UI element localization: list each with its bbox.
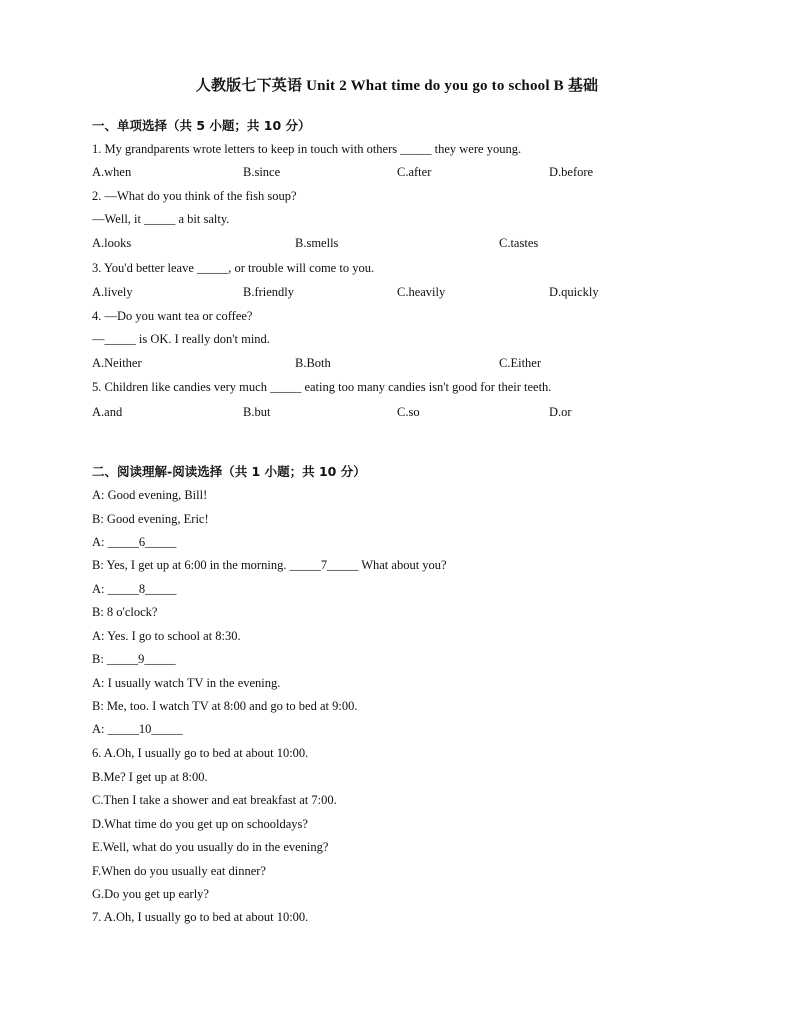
section-heading-reading: 二、阅读理解-阅读选择（共 1 小题；共 10 分）	[92, 464, 366, 479]
question-stem: 1. My grandparents wrote letters to keep in touch with others _____ they were young.	[92, 142, 522, 156]
dialogue-line: B: Good evening, Eric!	[92, 512, 209, 526]
question-stem-line: —Well, it _____ a bit salty.	[92, 212, 230, 226]
dialogue-line: B: Me, too. I watch TV at 8:00 and go to bed at 9:00.	[92, 699, 358, 713]
option-a: A.and	[92, 405, 123, 419]
option-b: B.since	[243, 165, 281, 179]
dialogue-line: A: Good evening, Bill!	[92, 488, 208, 502]
option-b: B.Both	[295, 356, 331, 370]
dialogue-line: B: 8 o'clock?	[92, 605, 158, 619]
page-title: 人教版七下英语 Unit 2 What time do you go to school B 基础	[195, 78, 599, 94]
answer-option: 7. A.Oh, I usually go to bed at about 10:00.	[92, 910, 309, 924]
question-stem: 3. You'd better leave _____, or trouble will come to you.	[92, 261, 375, 275]
dialogue-line: A: I usually watch TV in the evening.	[92, 676, 281, 690]
question-stem: 2. —What do you think of the fish soup?	[92, 189, 297, 203]
question-stem: 5. Children like candies very much _____ eating too many candies isn't good for their teeth.	[92, 380, 552, 394]
dialogue-line: B: _____9_____	[92, 652, 176, 666]
option-d: D.before	[549, 165, 594, 179]
option-a: A.when	[92, 165, 132, 179]
option-c: C.Either	[499, 356, 542, 370]
question-stem: 4. —Do you want tea or coffee?	[92, 309, 253, 323]
option-c: C.after	[397, 165, 432, 179]
dialogue-line: A: _____8_____	[92, 582, 177, 596]
option-d: D.or	[549, 405, 572, 419]
answer-option: D.What time do you get up on schooldays?	[92, 817, 308, 831]
option-a: A.Neither	[92, 356, 142, 370]
option-c: C.tastes	[499, 236, 539, 250]
option-b: B.smells	[295, 236, 339, 250]
option-c: C.so	[397, 405, 420, 419]
answer-option: C.Then I take a shower and eat breakfast at 7:00.	[92, 793, 337, 807]
option-b: B.friendly	[243, 285, 295, 299]
option-d: D.quickly	[549, 285, 599, 299]
dialogue-line: A: _____6_____	[92, 535, 177, 549]
answer-option: B.Me? I get up at 8:00.	[92, 770, 208, 784]
dialogue-line: A: Yes. I go to school at 8:30.	[92, 629, 241, 643]
answer-option: F.When do you usually eat dinner?	[92, 864, 266, 878]
answer-option: 6. A.Oh, I usually go to bed at about 10:00.	[92, 746, 309, 760]
dialogue-line: B: Yes, I get up at 6:00 in the morning. _____7_____ What about you?	[92, 558, 447, 572]
option-a: A.lively	[92, 285, 133, 299]
option-c: C.heavily	[397, 285, 446, 299]
dialogue-line: A: _____10_____	[92, 722, 183, 736]
answer-option: E.Well, what do you usually do in the evening?	[92, 840, 329, 854]
answer-option: G.Do you get up early?	[92, 887, 209, 901]
option-a: A.looks	[92, 236, 132, 250]
option-b: B.but	[243, 405, 271, 419]
question-stem-line: —_____ is OK. I really don't mind.	[92, 332, 270, 346]
section-heading-single-choice: 一、单项选择（共 5 小题；共 10 分）	[92, 118, 311, 133]
